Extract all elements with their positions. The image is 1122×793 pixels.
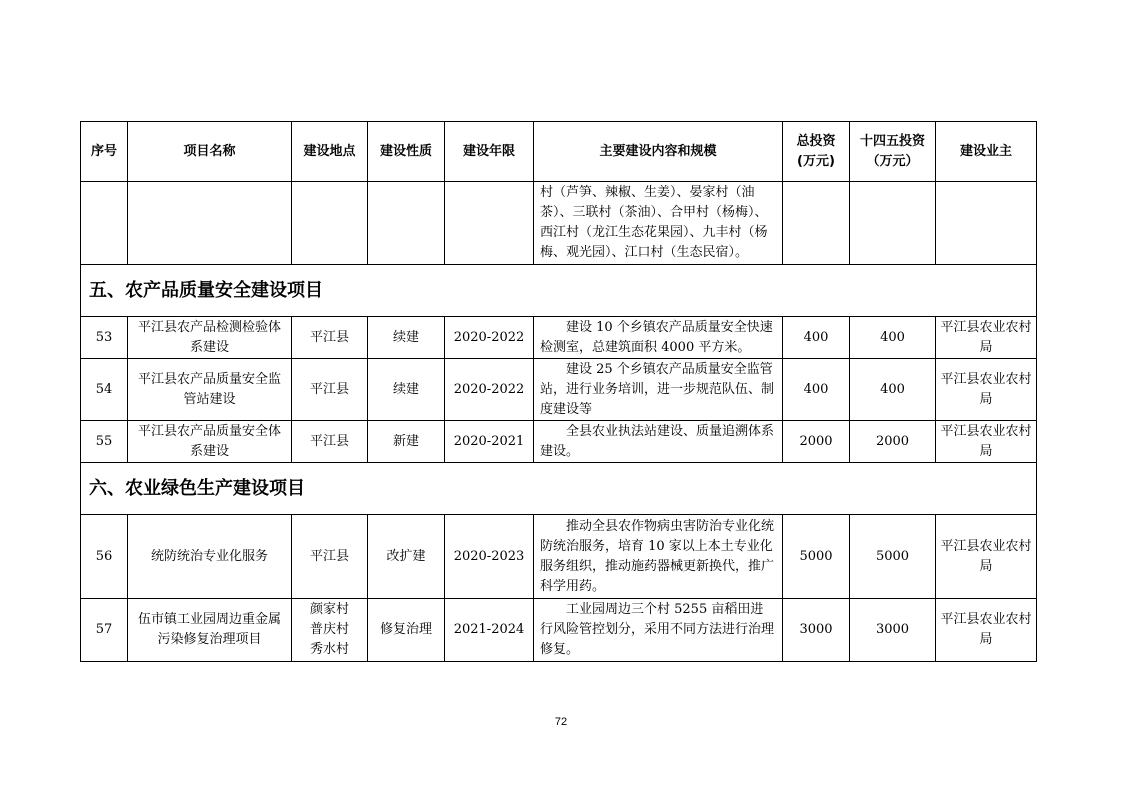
cell-period: 2020-2022 — [445, 359, 534, 421]
cell-name: 平江县农产品检测检验体系建设 — [128, 317, 292, 359]
continued-content: 村（芦笋、辣椒、生姜）、晏家村（油茶）、三联村（茶油）、合甲村（杨梅）、西江村（龙江生态花果园）、九丰村（杨梅、观光园）、江口村（生态民宿）。 — [534, 182, 783, 265]
header-period: 建设年限 — [445, 122, 534, 182]
header-seq: 序号 — [81, 122, 128, 182]
cell-content: 推动全县农作物病虫害防治专业化统防统治服务，培育 10 家以上本土专业化服务组织，推动施药器械更新换代，推广科学用药。 — [534, 515, 783, 599]
cell-plan145: 5000 — [850, 515, 936, 599]
cell-name: 伍市镇工业园周边重金属污染修复治理项目 — [128, 599, 292, 662]
table-row — [81, 317, 1037, 359]
cell-plan145: 3000 — [850, 599, 936, 662]
header-total: 总投资 (万元) — [783, 122, 850, 182]
cell-location: 平江县 — [292, 317, 368, 359]
header-plan145: 十四五投资 （万元） — [850, 122, 936, 182]
cell-content: 全县农业执法站建设、质量追溯体系建设。 — [534, 421, 783, 463]
cell-location: 平江县 — [292, 515, 368, 599]
cell-name: 平江县农产品质量安全体系建设 — [128, 421, 292, 463]
cell-name: 统防统治专业化服务 — [128, 515, 292, 599]
cell-plan145: 400 — [850, 317, 936, 359]
cell-owner: 平江县农业农村局 — [936, 599, 1037, 662]
cell-nature: 改扩建 — [368, 515, 445, 599]
table-row — [81, 515, 1037, 599]
cell-total: 400 — [783, 359, 850, 421]
header-row — [81, 122, 1037, 182]
cell-plan145: 400 — [850, 359, 936, 421]
cell-owner: 平江县农业农村局 — [936, 359, 1037, 421]
cell-seq: 57 — [81, 599, 128, 662]
cell-period: 2021-2024 — [445, 599, 534, 662]
cell-location: 平江县 — [292, 359, 368, 421]
cell-total: 400 — [783, 317, 850, 359]
cell-total: 5000 — [783, 515, 850, 599]
header-content: 主要建设内容和规模 — [534, 122, 783, 182]
cell-name: 平江县农产品质量安全监管站建设 — [128, 359, 292, 421]
cell-nature: 续建 — [368, 359, 445, 421]
cell-nature: 续建 — [368, 317, 445, 359]
page-number: 72 — [554, 716, 568, 728]
continued-row — [81, 182, 1037, 265]
table-row — [81, 421, 1037, 463]
header-name: 项目名称 — [128, 122, 292, 182]
section-header — [81, 265, 1037, 317]
project-table — [80, 121, 1037, 662]
cell-period: 2020-2023 — [445, 515, 534, 599]
header-location: 建设地点 — [292, 122, 368, 182]
cell-seq: 55 — [81, 421, 128, 463]
cell-location: 颜家村 普庆村 秀水村 — [292, 599, 368, 662]
cell-total: 3000 — [783, 599, 850, 662]
cell-seq: 56 — [81, 515, 128, 599]
section-title: 五、农产品质量安全建设项目 — [81, 265, 1037, 317]
cell-period: 2020-2022 — [445, 317, 534, 359]
header-nature: 建设性质 — [368, 122, 445, 182]
cell-content: 工业园周边三个村 5255 亩稻田进行风险管控划分，采用不同方法进行治理修复。 — [534, 599, 783, 662]
cell-total: 2000 — [783, 421, 850, 463]
cell-owner: 平江县农业农村局 — [936, 421, 1037, 463]
cell-content: 建设 10 个乡镇农产品质量安全快速检测室，总建筑面积 4000 平方米。 — [534, 317, 783, 359]
cell-period: 2020-2021 — [445, 421, 534, 463]
cell-content: 建设 25 个乡镇农产品质量安全监管站，进行业务培训，进一步规范队伍、制度建设等 — [534, 359, 783, 421]
cell-seq: 53 — [81, 317, 128, 359]
cell-nature: 修复治理 — [368, 599, 445, 662]
table-row — [81, 359, 1037, 421]
cell-plan145: 2000 — [850, 421, 936, 463]
cell-location: 平江县 — [292, 421, 368, 463]
cell-seq: 54 — [81, 359, 128, 421]
cell-nature: 新建 — [368, 421, 445, 463]
section-header — [81, 463, 1037, 515]
table-row — [81, 599, 1037, 662]
header-owner: 建设业主 — [936, 122, 1037, 182]
cell-owner: 平江县农业农村局 — [936, 317, 1037, 359]
cell-owner: 平江县农业农村局 — [936, 515, 1037, 599]
section-title: 六、农业绿色生产建设项目 — [81, 463, 1037, 515]
